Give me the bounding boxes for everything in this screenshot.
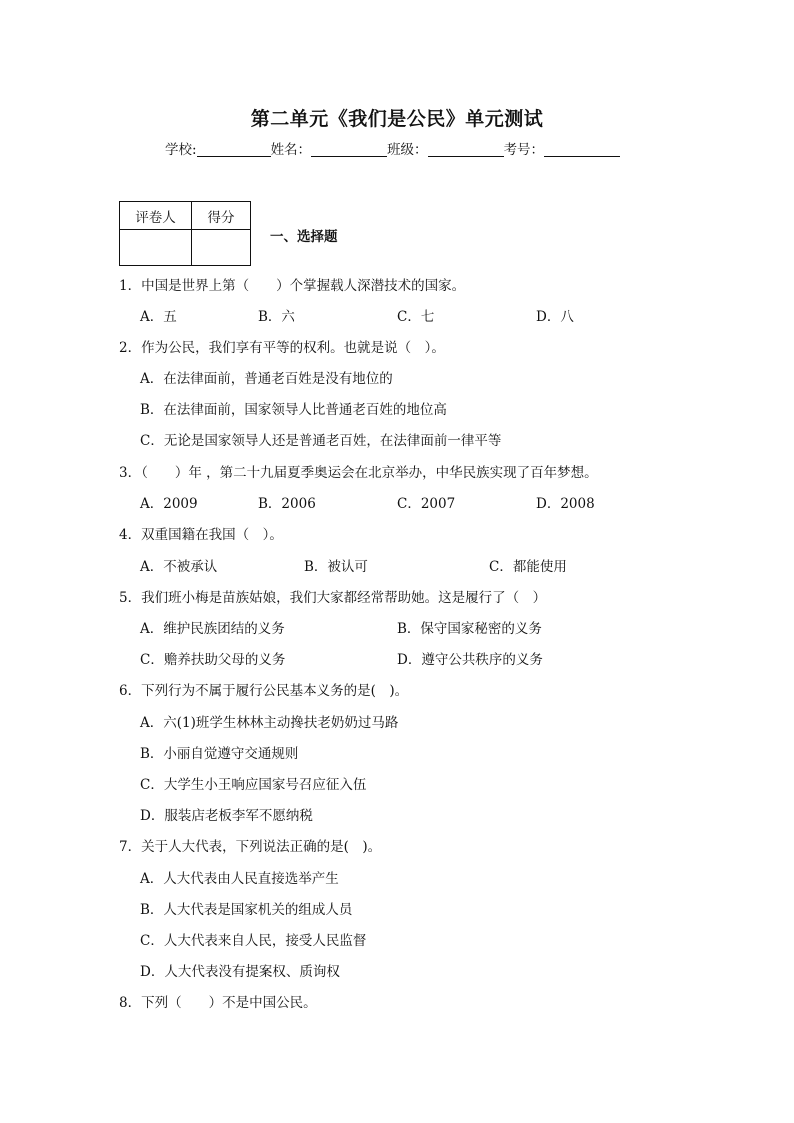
q3-option-a: A．2009 [140, 496, 198, 512]
q5-option-c: C．赡养扶助父母的义务 [140, 652, 286, 668]
q3-option-b: B．2006 [258, 496, 316, 512]
section-title: 一、选择题 [270, 229, 338, 245]
q1-option-a: A．五 [140, 309, 177, 325]
question-4: 4．双重国籍在我国（ ）。 [119, 527, 283, 543]
q3-option-c: C．2007 [397, 496, 456, 512]
school-blank [197, 142, 271, 157]
q2-option-c: C．无论是国家领导人还是普通老百姓，在法律面前一律平等 [140, 433, 502, 449]
question-2: 2．作为公民，我们享有平等的权利。也就是说（ ）。 [119, 340, 445, 356]
q4-option-c: C．都能使用 [489, 559, 567, 575]
score-table [119, 201, 251, 266]
question-5: 5．我们班小梅是苗族姑娘，我们大家都经常帮助她。这是履行了（ ） [119, 590, 547, 606]
question-8: 8．下列（ ）不是中国公民。 [119, 995, 317, 1011]
q7-option-d: D．人大代表没有提案权、质询权 [140, 964, 340, 980]
school-label: 学校: [165, 142, 197, 158]
q1-option-c: C．七 [397, 309, 435, 325]
q5-option-d: D．遵守公共秩序的义务 [397, 652, 543, 668]
question-7: 7．关于人大代表，下列说法正确的是( )。 [119, 839, 382, 855]
name-blank [311, 142, 387, 157]
score-cell [192, 230, 251, 266]
grader-cell [120, 230, 192, 266]
grader-header: 评卷人 [120, 202, 192, 230]
q6-option-c: C．大学生小王响应国家号召应征入伍 [140, 777, 367, 793]
question-3: 3．（ ）年 ，第二十九届夏季奥运会在北京举办，中华民族实现了百年梦想。 [119, 465, 598, 481]
q1-option-b: B．六 [258, 309, 295, 325]
q3-option-d: D．2008 [536, 496, 595, 512]
q4-option-b: B．被认可 [304, 559, 368, 575]
page-title: 第二单元《我们是公民》单元测试 [250, 108, 544, 130]
question-1: 1．中国是世界上第（ ）个掌握载人深潜技术的国家。 [119, 278, 466, 294]
exam-no-blank [544, 142, 620, 157]
q6-option-a: A．六(1)班学生林林主动搀扶老奶奶过马路 [140, 715, 399, 731]
q7-option-c: C．人大代表来自人民，接受人民监督 [140, 933, 367, 949]
score-header: 得分 [192, 202, 251, 230]
exam-no-label: 考号： [503, 142, 545, 158]
q5-option-b: B．保守国家秘密的义务 [397, 621, 542, 637]
q7-option-a: A．人大代表由人民直接选举产生 [140, 871, 339, 887]
name-label: 姓名： [270, 142, 312, 158]
question-6: 6．下列行为不属于履行公民基本义务的是( )。 [119, 683, 409, 699]
q4-option-a: A．不被承认 [140, 559, 218, 575]
q5-option-a: A．维护民族团结的义务 [140, 621, 285, 637]
q6-option-b: B．小丽自觉遵守交通规则 [140, 746, 299, 762]
class-label: 班级： [387, 142, 428, 158]
q2-option-a: A．在法律面前，普通老百姓是没有地位的 [140, 371, 393, 387]
q6-option-d: D．服装店老板李军不愿纳税 [140, 808, 313, 824]
class-blank [428, 142, 504, 157]
q1-option-d: D．八 [536, 309, 574, 325]
q2-option-b: B．在法律面前，国家领导人比普通老百姓的地位高 [140, 402, 447, 418]
q7-option-b: B．人大代表是国家机关的组成人员 [140, 902, 353, 918]
student-info-line [165, 138, 620, 158]
